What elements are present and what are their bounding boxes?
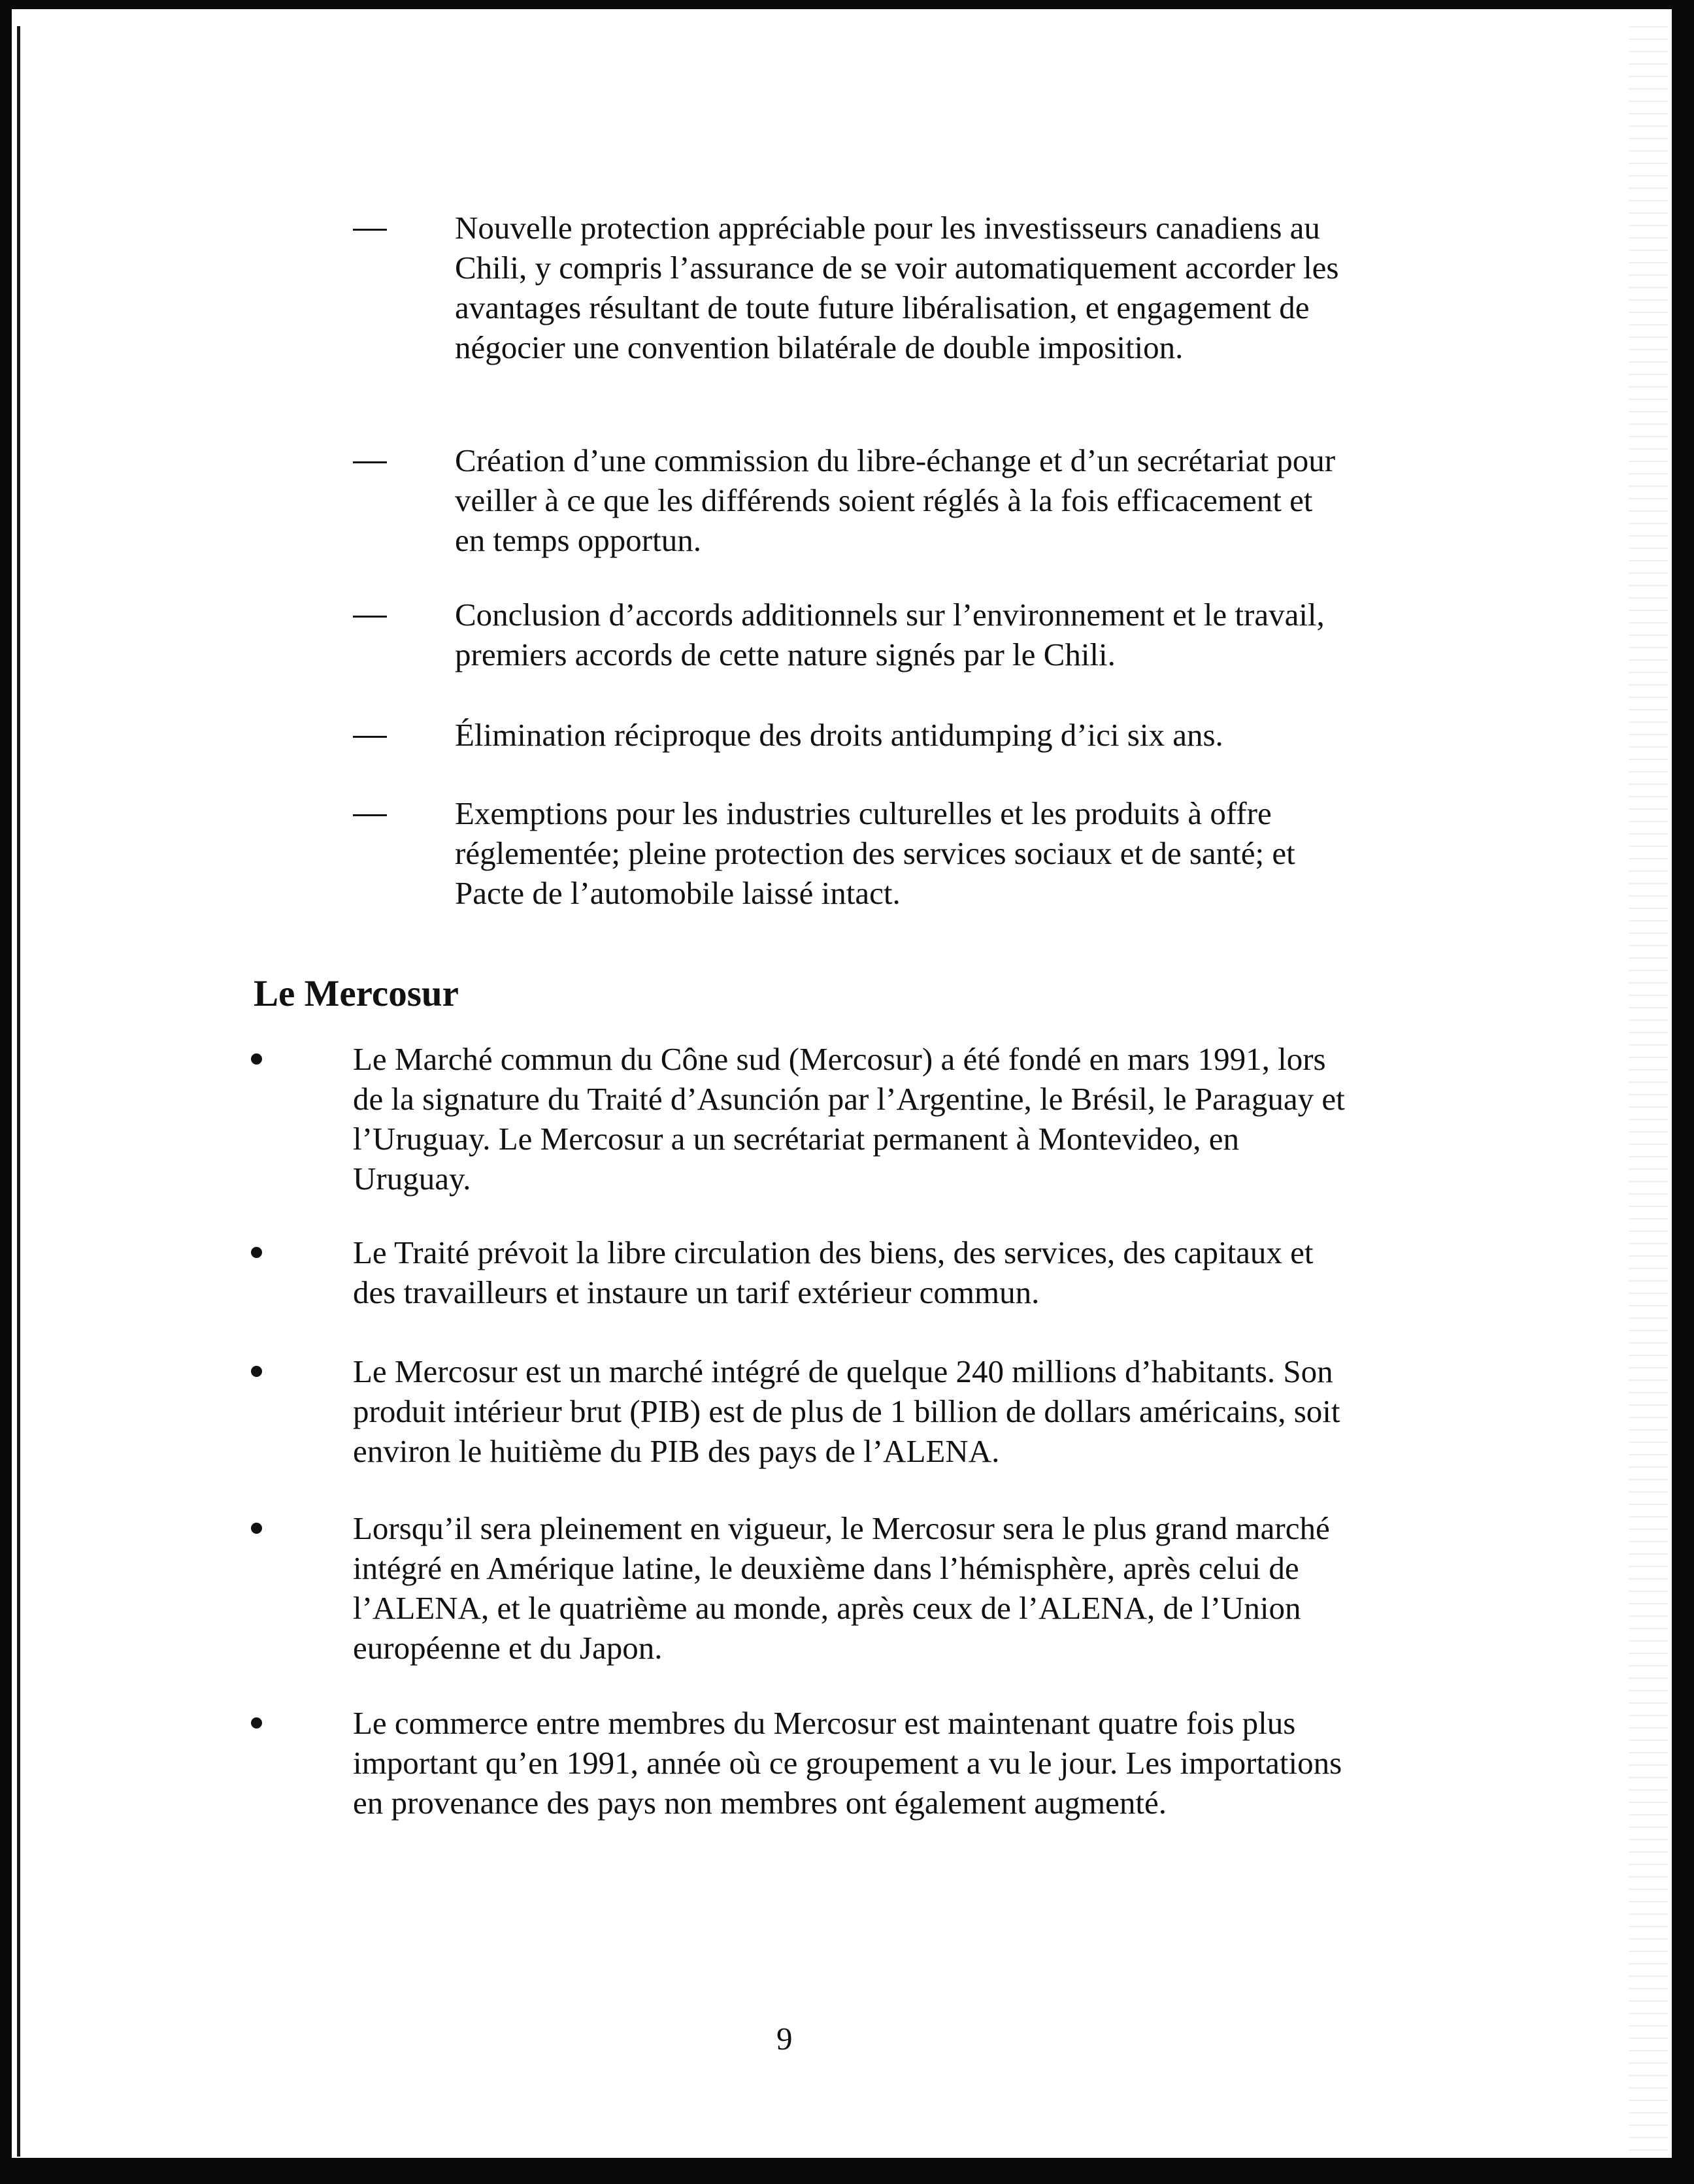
scan-border-left-inner (17, 26, 20, 2157)
scan-border-left (0, 0, 12, 2184)
dash-item-text: Nouvelle protection appréciable pour les investisseurs canadiens au Chili, y compris l’assurance de se voir automatiquement accorder les avantages résultant de toute future libéralisation, et engagement de négocier une convention bilatérale de double imposition. (455, 210, 1339, 365)
section-heading: Le Mercosur (254, 973, 459, 1014)
dash-item-text: Élimination réciproque des droits antidumping d’ici six ans. (455, 717, 1223, 753)
dash-marker (353, 595, 392, 618)
dash-item-text: Création d’une commission du libre-échange et d’un secrétariat pour veiller à ce que les différends soient réglés à la fois efficacement et en temps opportun. (455, 442, 1336, 558)
page-number: 9 (776, 2021, 793, 2057)
scan-border-right (1672, 0, 1694, 2184)
bullet-marker (251, 1247, 262, 1258)
bullet-item-text: Le Traité prévoit la libre circulation des biens, des services, des capitaux et des travailleurs et instaure un tarif extérieur commun. (353, 1234, 1314, 1310)
bullet-item-text: Lorsqu’il sera pleinement en vigueur, le Mercosur sera le plus grand marché intégré en Amérique latine, le deuxième dans l’hémisphère, après celui de l’ALENA, et le quatrième au monde, après ceux de l’ALENA, de l’Union européenne et du Japon. (353, 1510, 1330, 1666)
bullet-marker (251, 1366, 262, 1377)
scan-border-bottom (0, 2158, 1694, 2184)
bullet-marker (251, 1053, 262, 1065)
scan-border-top (0, 0, 1694, 9)
bullet-item-text: Le commerce entre membres du Mercosur est maintenant quatre fois plus important qu’en 1991, année où ce groupement a vu le jour. Les importations en provenance des pays non membres ont également augmenté. (353, 1705, 1342, 1821)
dash-marker (353, 793, 392, 816)
dash-marker (353, 440, 392, 463)
dash-marker (353, 715, 392, 738)
dash-item-text: Exemptions pour les industries culturelles et les produits à offre réglementée; pleine protection des services sociaux et de santé; et Pacte de l’automobile laissé intact. (455, 795, 1295, 911)
bullet-item-text: Le Marché commun du Cône sud (Mercosur) a été fondé en mars 1991, lors de la signature du Traité d’Asunción par l’Argentine, le Brésil, le Paraguay et l’Uruguay. Le Mercosur a un secrétariat permanent à Montevideo, en Uruguay. (353, 1041, 1345, 1197)
bullet-item-text: Le Mercosur est un marché intégré de quelque 240 millions d’habitants. Son produit intérieur brut (PIB) est de plus de 1 billion de dollars américains, soit environ le huitième du PIB des pays de l’ALENA. (353, 1353, 1340, 1469)
scan-edge-speckle (1629, 26, 1668, 2157)
dash-item-text: Conclusion d’accords additionnels sur l’environnement et le travail, premiers accords de cette nature signés par le Chili. (455, 597, 1325, 672)
bullet-marker (251, 1717, 262, 1729)
bullet-marker (251, 1523, 262, 1534)
dash-marker (353, 208, 392, 231)
